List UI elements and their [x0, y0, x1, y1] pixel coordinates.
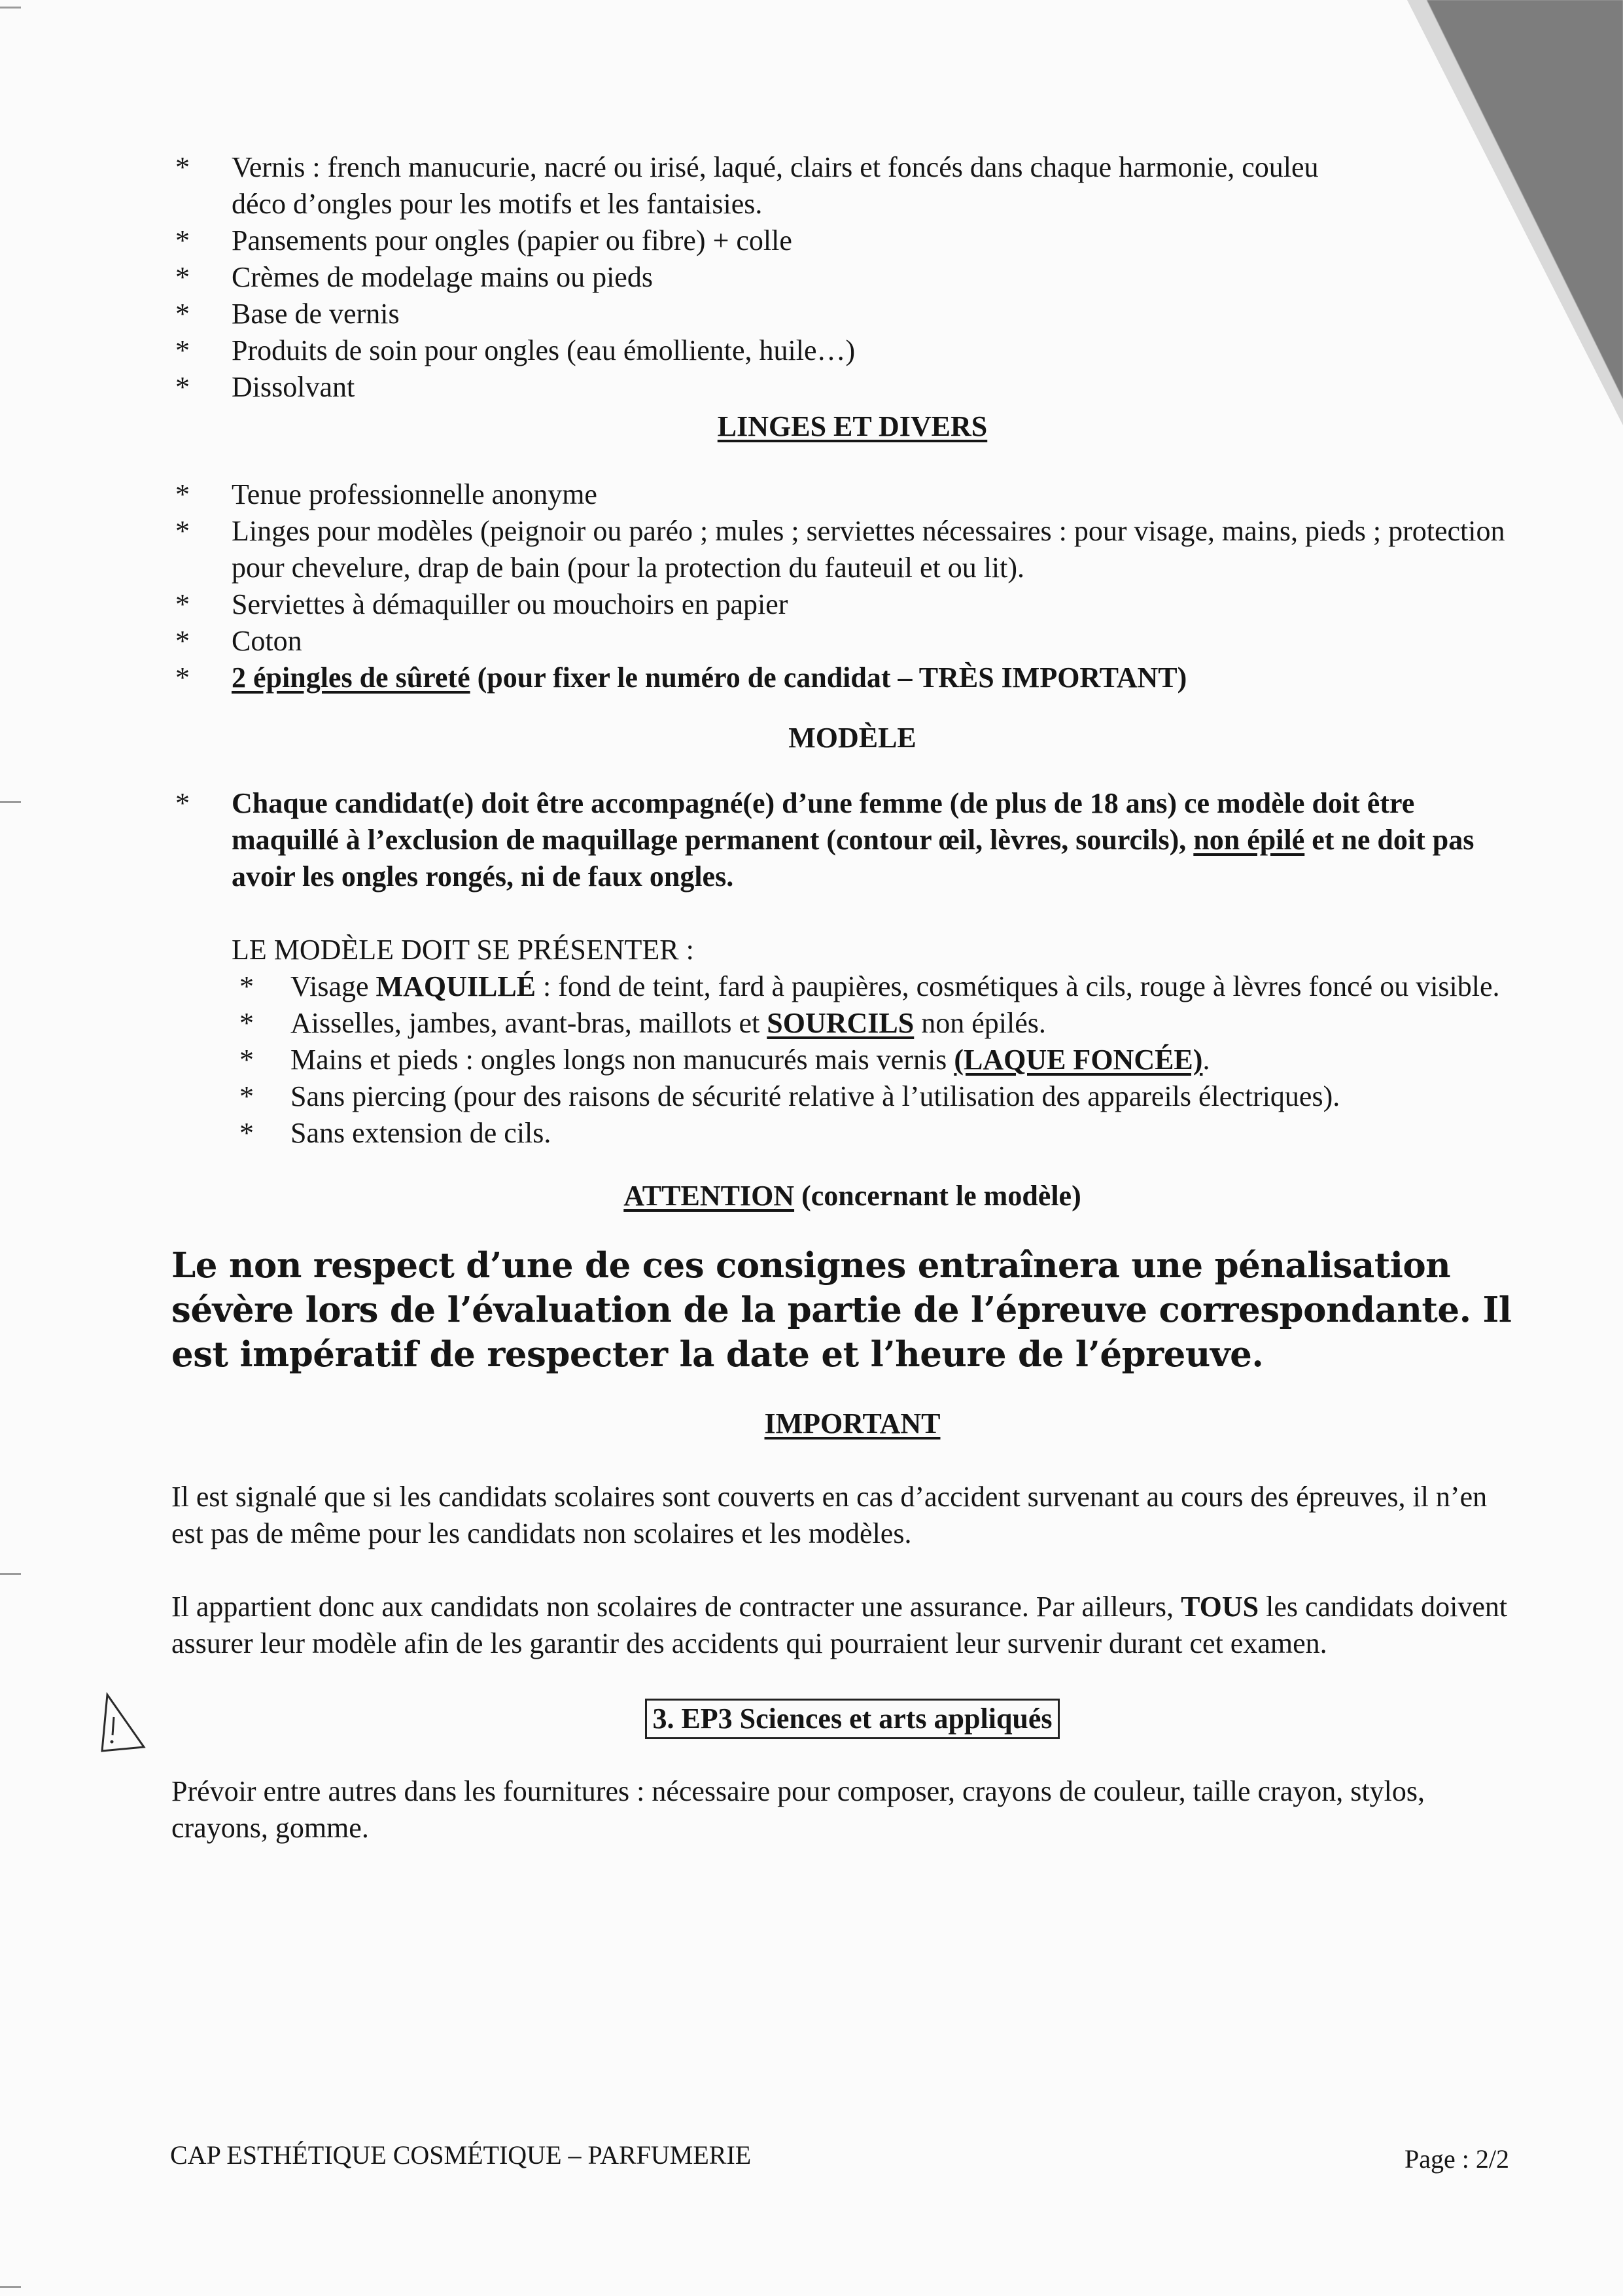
bullet-star: *	[175, 478, 190, 510]
presenter-list	[233, 968, 1516, 1152]
bullet-star: *	[175, 151, 190, 183]
attention-warning: Le non respect d’une de ces consignes entraînera une pénalisation sévère lors de l’évaluation de la partie de l’épreuve correspondante. Il est impératif de respecter la date et l’heure de l’épreuve.	[171, 1245, 1512, 1375]
bullet-star: *	[175, 662, 190, 694]
bullet-star: *	[175, 371, 190, 403]
ep3-heading-wrap	[188, 1699, 1516, 1739]
section-heading-important: IMPORTANT	[764, 1407, 941, 1439]
bullet-star: *	[175, 625, 190, 657]
products-list	[169, 149, 1516, 406]
list-item: * Linges pour modèles (peignoir ou paréo ; mules ; serviettes nécessaires : pour visage, mains, pieds ; protection pour chevelure, drap de bain (pour la protection du fauteuil et ou lit).	[169, 513, 1516, 586]
bullet-star: *	[239, 970, 254, 1002]
bullet-star: *	[239, 1117, 254, 1149]
list-item: * Sans extension de cils.	[233, 1115, 1516, 1152]
list-item: * Tenue professionnelle anonyme	[169, 476, 1516, 513]
list-item: * Base de vernis	[169, 296, 1516, 332]
footer-page-number: Page : 2/2	[1405, 2144, 1509, 2174]
scan-edge-mark	[0, 7, 21, 9]
list-item: * Vernis : french manucurie, nacré ou irisé, laqué, clairs et foncés dans chaque harmonie, couleu déco d’ongles pour les motifs et les fantaisies.	[169, 149, 1516, 222]
document-body	[169, 149, 1516, 1846]
important-paragraph-1: Il est signalé que si les candidats scolaires sont couverts en cas d’accident survenant au cours des épreuves, il n’en est pas de même pour les candidats non scolaires et les modèles.	[171, 1481, 1488, 1549]
list-item: * Pansements pour ongles (papier ou fibre) + colle	[169, 222, 1516, 259]
modele-list	[169, 785, 1516, 895]
list-item: * Visage MAQUILLÉ : fond de teint, fard à paupières, cosmétiques à cils, rouge à lèvres foncé ou visible.	[233, 968, 1516, 1005]
section-heading-modele: MODÈLE	[788, 722, 916, 754]
warning-triangle-icon	[98, 1692, 148, 1755]
bullet-star: *	[175, 298, 190, 330]
list-item: * Produits de soin pour ongles (eau émolliente, huile…)	[169, 332, 1516, 369]
section-heading-linges: LINGES ET DIVERS	[717, 410, 988, 442]
bullet-star: *	[175, 261, 190, 293]
list-item-safety-pins: * 2 épingles de sûreté (pour fixer le numéro de candidat – TRÈS IMPORTANT)	[169, 660, 1516, 696]
list-item: * Aisselles, jambes, avant-bras, maillots et SOURCILS non épilés.	[233, 1005, 1516, 1042]
bullet-star: *	[239, 1080, 254, 1112]
bullet-star: *	[175, 224, 190, 256]
list-item: * Crèmes de modelage mains ou pieds	[169, 259, 1516, 296]
bullet-star: *	[175, 787, 190, 819]
section-heading-attention: ATTENTION (concernant le modèle)	[623, 1180, 1081, 1212]
bullet-star: *	[175, 588, 190, 620]
ep3-text: Prévoir entre autres dans les fournitures : nécessaire pour composer, crayons de couleur, taille crayon, stylos, crayons, gomme.	[171, 1775, 1425, 1844]
list-item: * Serviettes à démaquiller ou mouchoirs en papier	[169, 586, 1516, 623]
linges-list	[169, 476, 1516, 696]
bullet-star: *	[239, 1007, 254, 1039]
list-item: * Coton	[169, 623, 1516, 660]
footer-course-title: CAP ESTHÉTIQUE COSMÉTIQUE – PARFUMERIE	[170, 2140, 752, 2170]
scan-edge-mark	[0, 801, 21, 803]
list-item: * Mains et pieds : ongles longs non manucurés mais vernis (LAQUE FONCÉE).	[233, 1042, 1516, 1078]
important-paragraph-2: Il appartient donc aux candidats non scolaires de contracter une assurance. Par ailleurs, TOUS les candidats doivent assurer leur modèle afin de les garantir des accidents qui pourraient leur survenir durant cet examen.	[171, 1591, 1508, 1659]
list-item-modele-requirement: * Chaque candidat(e) doit être accompagné(e) d’une femme (de plus de 18 ans) ce modèle doit être maquillé à l’exclusion de maquillage permanent (contour œil, lèvres, sourcils), non épilé et ne doit pas avoir les ongles rongés, ni de faux ongles.	[169, 785, 1516, 895]
scan-edge-mark	[0, 2286, 21, 2288]
bullet-star: *	[175, 334, 190, 366]
bullet-star: *	[239, 1044, 254, 1076]
list-item: * Sans piercing (pour des raisons de sécurité relative à l’utilisation des appareils électriques).	[233, 1078, 1516, 1115]
scan-edge-mark	[0, 1573, 21, 1575]
presenter-intro: LE MODÈLE DOIT SE PRÉSENTER :	[232, 934, 694, 966]
list-item: * Dissolvant	[169, 369, 1516, 406]
ep3-heading: 3. EP3 Sciences et arts appliqués	[645, 1699, 1059, 1739]
bullet-star: *	[175, 515, 190, 547]
